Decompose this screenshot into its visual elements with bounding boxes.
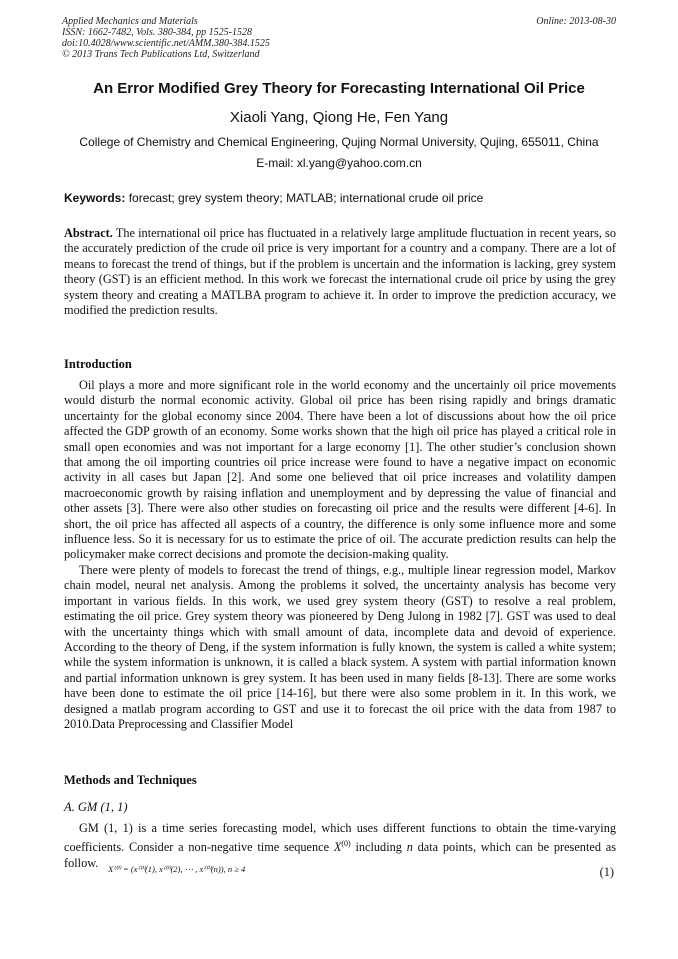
abstract-label: Abstract. — [64, 226, 113, 240]
keywords-line — [64, 191, 616, 205]
intro-paragraph-2: There were plenty of models to forecast the trend of things, e.g., multiple linear regression model, Markov chain model, neural net analysis. Among the problems it solved, the uncertainty analysis has become very important in various fields. In this work, we used grey system theory (GST) to resolve a real problem, estimating the oil price. Grey system theory was pioneered by Deng Julong in 1982 [7]. GST was used to deal with the uncertainty things which with small amount of data, incomplete data and devoid of experience. According to the theory of Deng, if the system information is fully known, the system is called a white system; while the system information is unknown, it is called a black system. A system with partial information known and partial information unknown is grey system. It has been used in many fields [8-13]. There are some works have been done to estimate the oil price [14-16], but there were also some problem in it. In this work, we designed a matlab program according to GST and use it to forecast the oil price with the data from 1987 to 2010.Data Preprocessing and Classifier Model — [64, 562, 616, 731]
abstract-text: The international oil price has fluctuated in a relatively large amplitude fluctuation in recent years, so the accurately prediction of the crude oil price is very important for a country and a company. There are a lot of means to forecast the trend of things, but if the problem is uncertain and the information is lacking, grey system theory (GST) is an efficient method. In this work we forecast the international crude oil price by using the grey system theory and creating a MATLBA program to achieve it. In order to improve the prediction accuracy, we modified the prediction results. — [64, 226, 616, 318]
paper-title: An Error Modified Grey Theory for Forecasting International Oil Price — [93, 80, 585, 97]
contact-email: E-mail: xl.yang@yahoo.com.cn — [256, 156, 422, 170]
keywords-label: Keywords: — [64, 191, 126, 205]
intro-paragraph-1: Oil plays a more and more significant role in the world economy and the uncertainly oil price movements would disturb the normal economic activity. Global oil price has been rising rapidly and brings dramatic uncertainty for the global economy since 2004. There have been a lot of discussions about how the oil price affected the GDP growth of an economy. Some works shown that the high oil price has played a critical role in small open economies and was not important for a large economy [1]. The other studier’s conclusion shown that among the oil importing countries oil price increase were found to have a negative impact on economic activity in all cases but Japan [2]. And some one believed that oil price increases and volatility dampen macroeconomic growth by raising inflation and unemployment and by depressing the value of financial and other assets [3]. There were also other studies on forecasting oil price and the results were different [4-6]. In short, the oil price has affected all aspects of a country, the difference is only some influence more and some influence less. So it is necessary for us to estimate the price of oil. The accurate prediction results can help the policymaker make correct decisions and promote the decision-making quality. — [64, 378, 616, 562]
author-list: Xiaoli Yang, Qiong He, Fen Yang — [229, 109, 449, 126]
gm-subheading: A. GM (1, 1) — [64, 800, 128, 814]
superscript-zero: (0) — [341, 839, 351, 849]
introduction-body — [64, 378, 616, 732]
methods-heading: Methods and Techniques — [64, 773, 197, 787]
copyright-line: © 2013 Trans Tech Publications Ltd, Switzerland — [62, 49, 260, 60]
journal-name: Applied Mechanics and Materials — [62, 16, 198, 27]
doi-line: doi:10.4028/www.scientific.net/AMM.380-384.1525 — [62, 38, 270, 49]
equation-1: X⁽⁰⁾ = (x⁽⁰⁾(1), x⁽⁰⁾(2), ⋯ , x⁽⁰⁾(n)), n ≥ 4 — [108, 864, 246, 874]
journal-header — [62, 16, 616, 60]
abstract — [64, 226, 616, 318]
affiliation: College of Chemistry and Chemical Engineering, Qujing Normal University, Qujing, 655011, China — [79, 135, 599, 149]
symbol-n: n — [406, 840, 413, 855]
equation-number: (1) — [599, 865, 614, 879]
issn-line: ISSN: 1662-7482, Vols. 380-384, pp 1525-1528 — [62, 27, 252, 38]
gm-paragraph: GM (1, 1) is a time series forecasting model, which uses different functions to obtain the time-varying coefficients. Consider a non-negative time sequence $X^{(0)}$ including n data points, which can be presented as follow. — [64, 821, 616, 870]
keywords-text: forecast; grey system theory; MATLAB; international crude oil price — [125, 191, 484, 205]
online-date: Online: 2013-08-30 — [536, 16, 616, 27]
symbol-x: X — [333, 840, 342, 855]
introduction-heading: Introduction — [64, 357, 132, 371]
